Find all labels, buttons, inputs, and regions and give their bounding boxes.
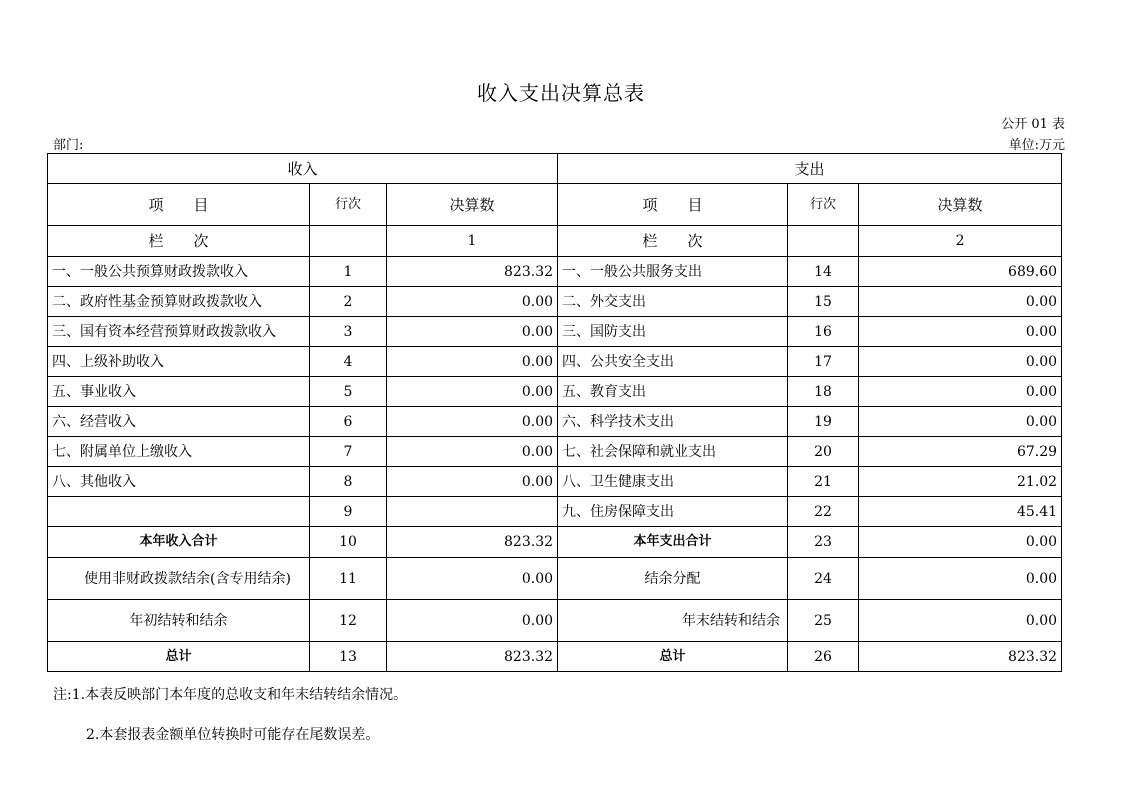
expense-item: 年末结转和结余 — [558, 600, 788, 642]
income-row-no: 7 — [310, 437, 387, 467]
expense-rowno-header: 行次 — [788, 184, 859, 226]
expense-amount: 0.00 — [859, 600, 1062, 642]
expense-amount-header: 决算数 — [859, 184, 1062, 226]
column-label: 栏 次 — [48, 226, 310, 257]
income-row-no: 8 — [310, 467, 387, 497]
expense-amount: 0.00 — [859, 287, 1062, 317]
income-item: 五、事业收入 — [48, 377, 310, 407]
expense-item: 三、国防支出 — [558, 317, 788, 347]
income-rowno-header: 行次 — [310, 184, 387, 226]
table-row — [48, 497, 1062, 527]
expense-row-no: 14 — [788, 257, 859, 287]
income-amount: 823.32 — [387, 257, 558, 287]
income-amount: 0.00 — [387, 467, 558, 497]
expense-amount: 0.00 — [859, 317, 1062, 347]
footnote-1: 注:1.本表反映部门本年度的总收支和年末结转结余情况。 — [53, 687, 408, 703]
table-row — [48, 437, 1062, 467]
expense-item: 九、住房保障支出 — [558, 497, 788, 527]
expense-item: 七、社会保障和就业支出 — [558, 437, 788, 467]
section-header-row — [48, 154, 1062, 184]
column-index-row — [48, 226, 1062, 257]
income-item: 使用非财政拨款结余(含专用结余) — [48, 558, 310, 600]
department-label: 部门: — [53, 138, 84, 153]
income-total-label: 总计 — [48, 642, 310, 672]
table-row — [48, 287, 1062, 317]
expense-amount: 45.41 — [859, 497, 1062, 527]
income-row-no: 3 — [310, 317, 387, 347]
income-item: 六、经营收入 — [48, 407, 310, 437]
expense-row-no: 24 — [788, 558, 859, 600]
income-row-no: 5 — [310, 377, 387, 407]
table-row — [48, 600, 1062, 642]
table-row — [48, 467, 1062, 497]
income-amount-header: 决算数 — [387, 184, 558, 226]
expense-item: 四、公共安全支出 — [558, 347, 788, 377]
expense-row-no: 22 — [788, 497, 859, 527]
empty-cell — [310, 226, 387, 257]
income-row-no: 2 — [310, 287, 387, 317]
expense-subtotal-amount: 0.00 — [859, 527, 1062, 558]
summary-table — [47, 153, 1062, 672]
expense-item: 六、科学技术支出 — [558, 407, 788, 437]
income-row-no: 9 — [310, 497, 387, 527]
footnote-2: 2.本套报表金额单位转换时可能存在尾数误差。 — [86, 727, 380, 743]
income-section-header: 收入 — [48, 154, 558, 184]
expense-item: 一、一般公共服务支出 — [558, 257, 788, 287]
income-item: 三、国有资本经营预算财政拨款收入 — [48, 317, 310, 347]
income-row-no: 4 — [310, 347, 387, 377]
column-header-row — [48, 184, 1062, 226]
subtotal-row — [48, 527, 1062, 558]
income-amount: 0.00 — [387, 347, 558, 377]
expense-col-index: 2 — [859, 226, 1062, 257]
income-amount: 0.00 — [387, 287, 558, 317]
income-amount: 0.00 — [387, 317, 558, 347]
income-row-no: 11 — [310, 558, 387, 600]
income-amount: 0.00 — [387, 377, 558, 407]
form-number: 公开 01 表 — [1001, 117, 1065, 132]
table-row — [48, 377, 1062, 407]
income-subtotal-label: 本年收入合计 — [48, 527, 310, 558]
income-col-index: 1 — [387, 226, 558, 257]
income-amount — [387, 497, 558, 527]
expense-row-no: 17 — [788, 347, 859, 377]
income-item: 二、政府性基金预算财政拨款收入 — [48, 287, 310, 317]
income-row-no: 13 — [310, 642, 387, 672]
expense-amount: 0.00 — [859, 558, 1062, 600]
expense-item-header: 项 目 — [558, 184, 788, 226]
expense-subtotal-label: 本年支出合计 — [558, 527, 788, 558]
income-item-header: 项 目 — [48, 184, 310, 226]
expense-row-no: 18 — [788, 377, 859, 407]
expense-total-amount: 823.32 — [859, 642, 1062, 672]
column-label: 栏 次 — [558, 226, 788, 257]
income-item: 年初结转和结余 — [48, 600, 310, 642]
expense-amount: 689.60 — [859, 257, 1062, 287]
income-subtotal-amount: 823.32 — [387, 527, 558, 558]
expense-amount: 67.29 — [859, 437, 1062, 467]
income-amount: 0.00 — [387, 407, 558, 437]
income-amount: 0.00 — [387, 558, 558, 600]
empty-cell — [788, 226, 859, 257]
page-title: 收入支出决算总表 — [477, 81, 645, 105]
income-item: 八、其他收入 — [48, 467, 310, 497]
income-item: 四、上级补助收入 — [48, 347, 310, 377]
income-amount: 0.00 — [387, 600, 558, 642]
income-item — [48, 497, 310, 527]
table-row — [48, 407, 1062, 437]
expense-row-no: 26 — [788, 642, 859, 672]
expense-row-no: 21 — [788, 467, 859, 497]
expense-amount: 0.00 — [859, 347, 1062, 377]
expense-row-no: 16 — [788, 317, 859, 347]
expense-row-no: 19 — [788, 407, 859, 437]
table-row — [48, 558, 1062, 600]
total-row — [48, 642, 1062, 672]
expense-row-no: 25 — [788, 600, 859, 642]
expense-amount: 0.00 — [859, 407, 1062, 437]
expense-row-no: 23 — [788, 527, 859, 558]
income-item: 一、一般公共预算财政拨款收入 — [48, 257, 310, 287]
table-row — [48, 317, 1062, 347]
table-row — [48, 347, 1062, 377]
expense-section-header: 支出 — [558, 154, 1062, 184]
income-row-no: 1 — [310, 257, 387, 287]
income-row-no: 6 — [310, 407, 387, 437]
expense-row-no: 20 — [788, 437, 859, 467]
expense-item: 结余分配 — [558, 558, 788, 600]
expense-total-label: 总计 — [558, 642, 788, 672]
expense-row-no: 15 — [788, 287, 859, 317]
income-row-no: 12 — [310, 600, 387, 642]
unit-label: 单位:万元 — [1008, 138, 1065, 153]
expense-amount: 0.00 — [859, 377, 1062, 407]
income-row-no: 10 — [310, 527, 387, 558]
table-row — [48, 257, 1062, 287]
expense-item: 五、教育支出 — [558, 377, 788, 407]
expense-item: 八、卫生健康支出 — [558, 467, 788, 497]
income-total-amount: 823.32 — [387, 642, 558, 672]
expense-item: 二、外交支出 — [558, 287, 788, 317]
income-amount: 0.00 — [387, 437, 558, 467]
income-item: 七、附属单位上缴收入 — [48, 437, 310, 467]
expense-amount: 21.02 — [859, 467, 1062, 497]
